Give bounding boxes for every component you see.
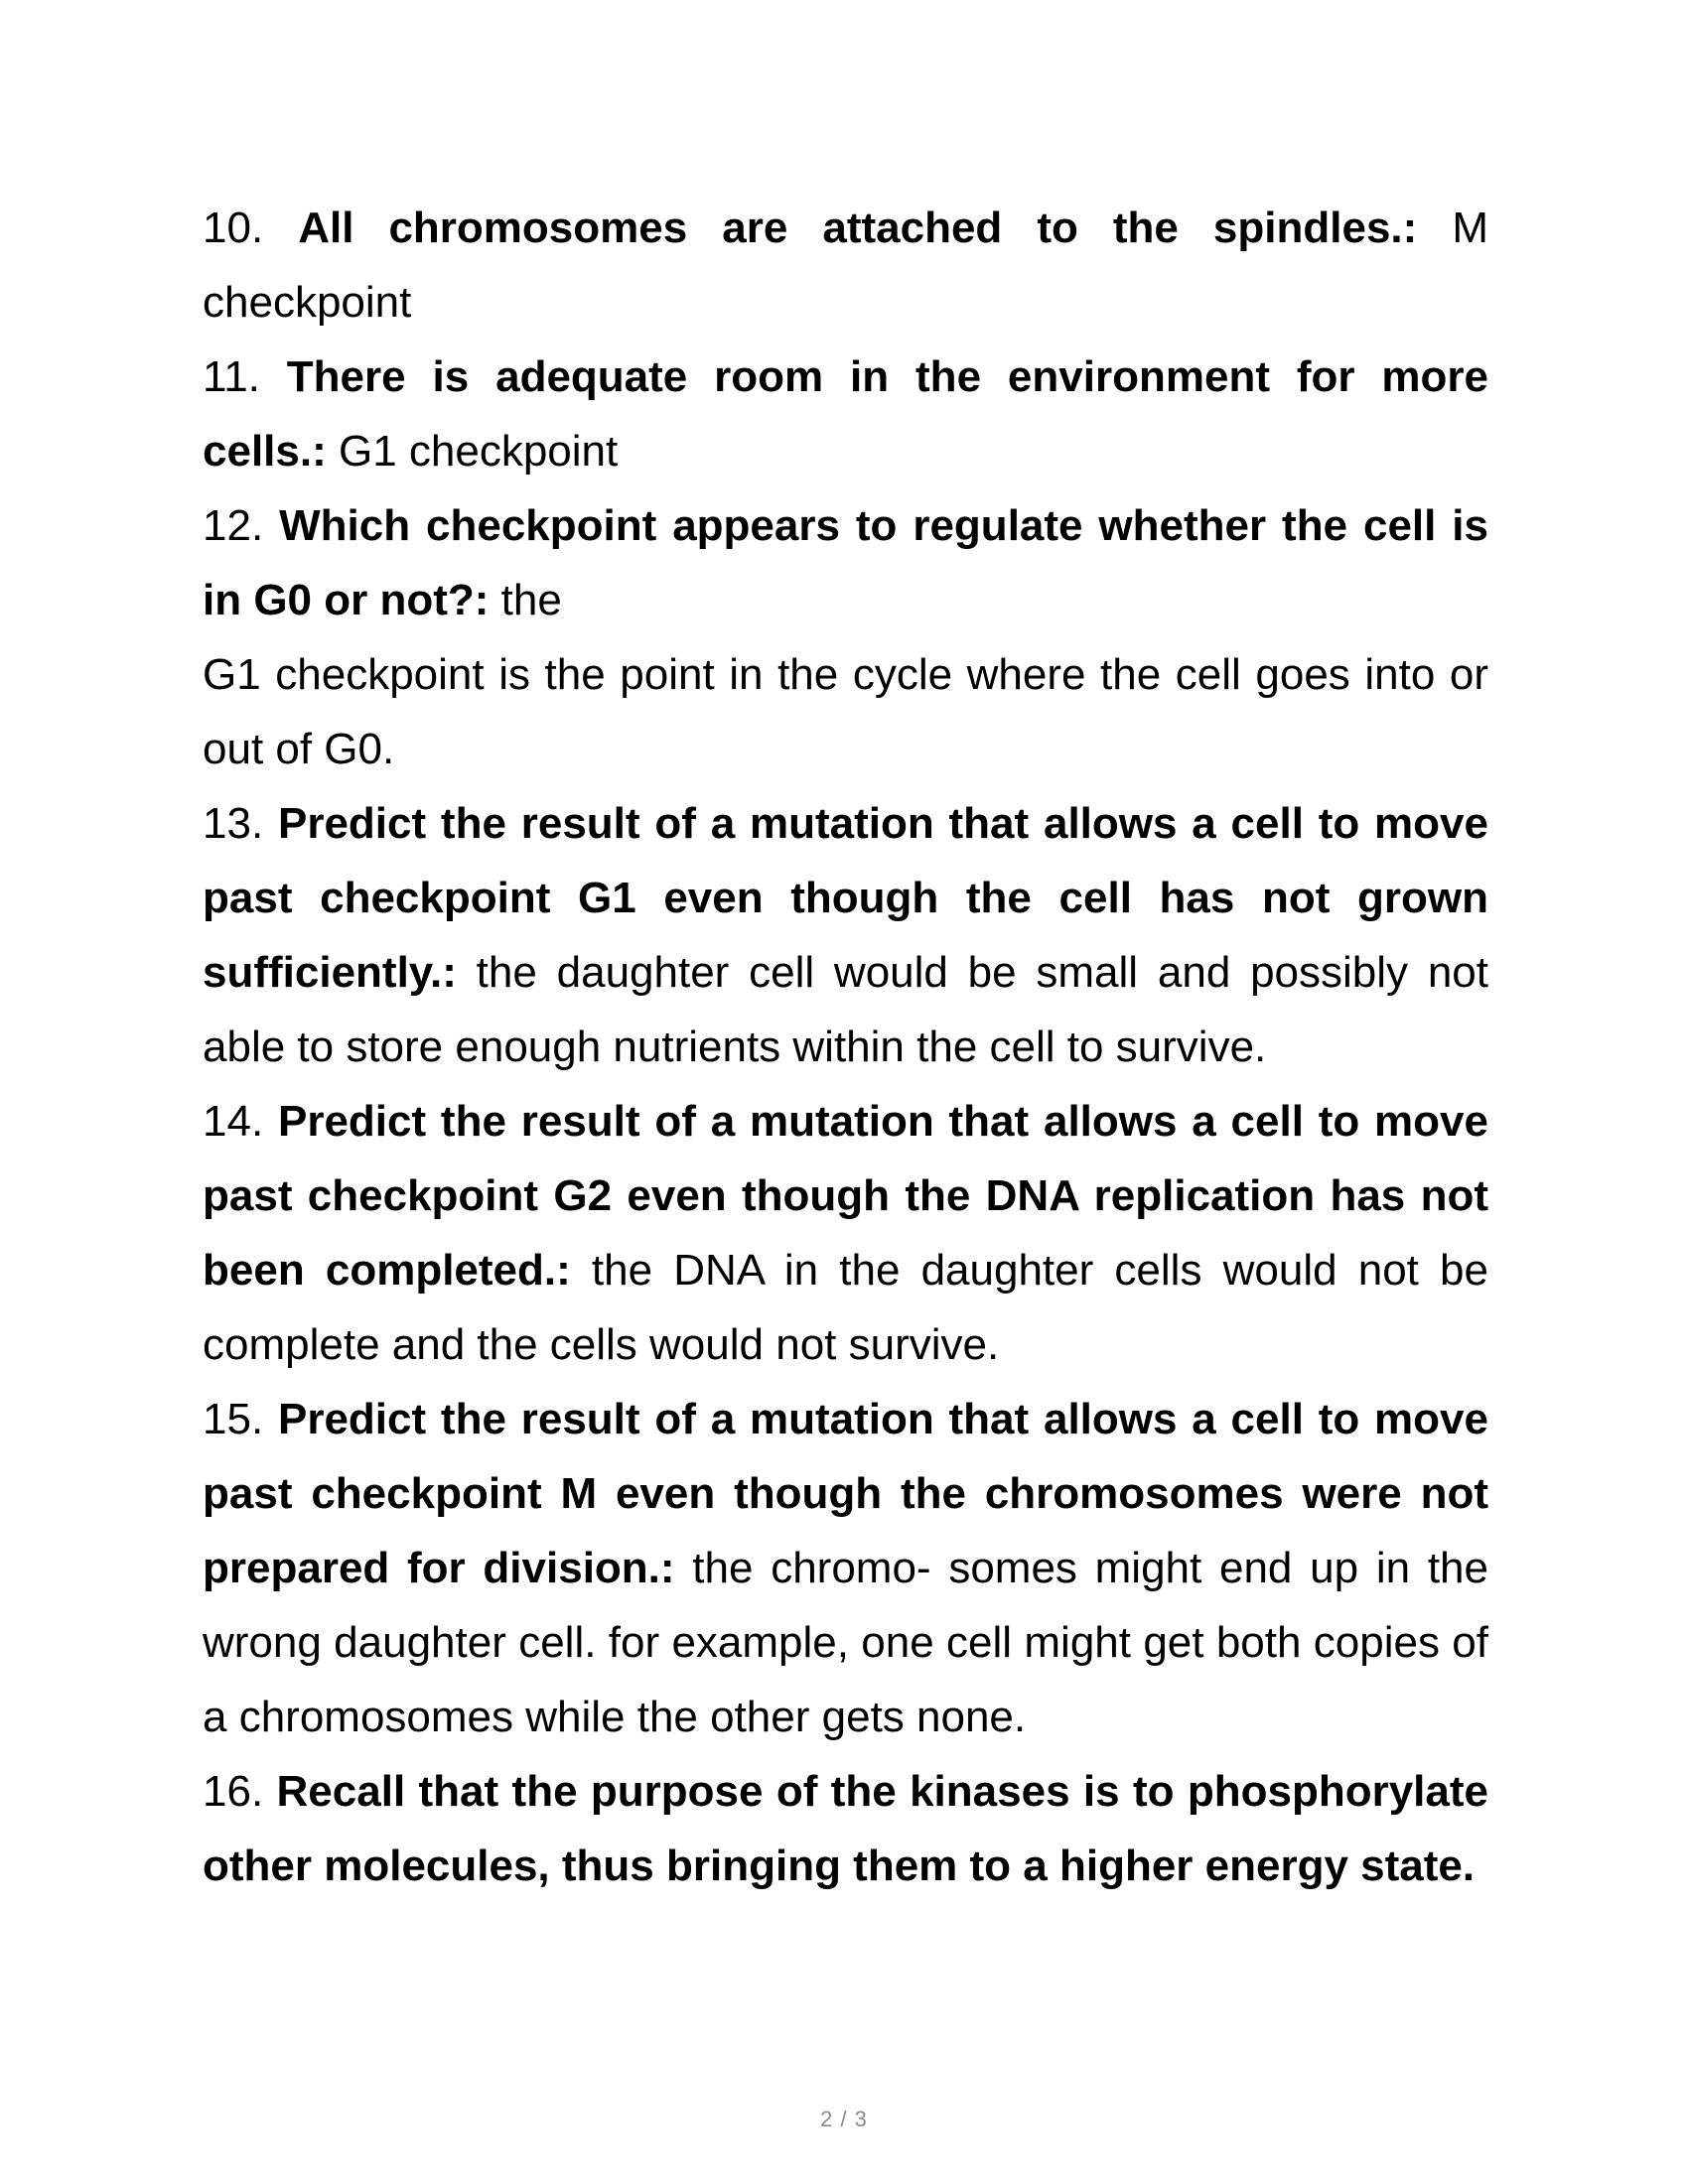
text-run-bold: Which checkpoint appears to regulate whether the cell is in G0 or not?: — [203, 501, 1488, 624]
text-run: G1 checkpoint is the point in the cycle where the cell goes into or out of G0. — [203, 650, 1488, 773]
text-run: 12. — [203, 501, 280, 550]
paragraph-item — [203, 1084, 1488, 1382]
text-run-bold: Predict the result of a mutation that allows a cell to move past checkpoint G2 even though the DNA replication has not been completed.: — [203, 1097, 1488, 1295]
paragraph-item — [203, 1754, 1488, 1903]
paragraph-item — [203, 786, 1488, 1084]
text-run: 16. — [203, 1767, 277, 1816]
text-run: 15. — [203, 1395, 278, 1443]
text-run-bold: All chromosomes are attached to the spindles.: — [298, 204, 1453, 252]
text-run: the DNA in the daughter cells would not be complete and the cells would not survive. — [203, 1246, 1488, 1369]
text-run: 13. — [203, 799, 278, 848]
text-run: the daughter cell would be small and possibly not able to store enough nutrients within the cell to survive. — [203, 948, 1488, 1071]
text-run-bold: Predict the result of a mutation that allows a cell to move past checkpoint G1 even though the cell has not grown sufficiently.: — [203, 799, 1488, 997]
text-run: 14. — [203, 1097, 278, 1146]
text-run: M checkpoint — [203, 204, 1488, 327]
paragraph-item — [203, 488, 1488, 637]
text-run: the chromo- somes might end up in the wrong daughter cell. for example, one cell might get both copies of a chromosomes while the other gets none. — [203, 1544, 1488, 1741]
text-run: 10. — [203, 204, 299, 252]
paragraph-item — [203, 340, 1488, 488]
text-run-bold: There is adequate room in the environment for more cells.: — [203, 352, 1488, 476]
document-body — [203, 191, 1488, 1903]
text-run-bold: Recall that the purpose of the kinases is to phosphorylate other molecules, thus bringing them to a higher energy state. — [203, 1767, 1488, 1890]
text-run: the — [500, 576, 562, 624]
text-run-bold: Predict the result of a mutation that allows a cell to move past checkpoint M even though the chromosomes were not prepared for division.: — [203, 1395, 1488, 1592]
paragraph-item — [203, 637, 1488, 786]
paragraph-item — [203, 191, 1488, 340]
text-run: 11. — [203, 352, 287, 401]
paragraph-item — [203, 1382, 1488, 1754]
page-number: 2 / 3 — [820, 2107, 868, 2131]
text-run: G1 checkpoint — [338, 427, 619, 476]
